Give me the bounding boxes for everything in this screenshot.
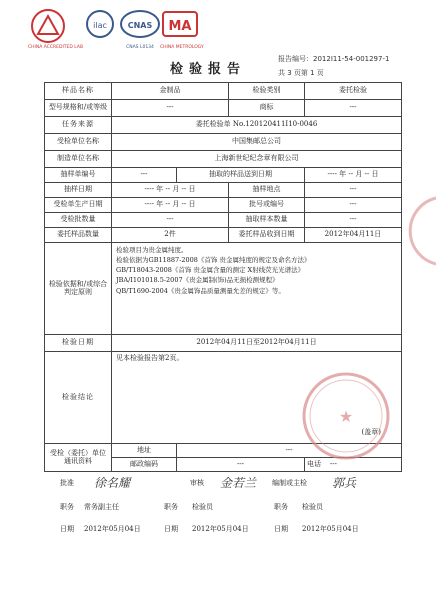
model-label: 型号规格和/或等级 xyxy=(45,100,112,117)
phone-label: 电话 xyxy=(307,459,321,468)
prod-date-label: 受检单生产日期 xyxy=(45,198,112,213)
maker-label: 制造单位名称 xyxy=(45,151,112,168)
entrust-qty-value: 2件 xyxy=(112,228,229,243)
sample-arrive-value: ---- 年 -- 月 -- 日 xyxy=(305,168,402,183)
approve-date-label: 日期 xyxy=(60,525,74,533)
signature-row xyxy=(44,474,401,494)
approve-title-label: 职务 xyxy=(60,503,74,511)
received-date-label: 委托样品收到日期 xyxy=(229,228,305,243)
task-source-value: 委托检验单 No.120120411I10-0046 xyxy=(112,117,402,134)
approve-title-value: 常务副主任 xyxy=(84,503,119,511)
table-row xyxy=(45,100,402,117)
cal-logo: CHINA ACCREDITED LAB xyxy=(28,8,83,54)
basis-line: JBA/I101018.5-2007《贵金属制(饰)品无损检测规程》 xyxy=(116,276,279,285)
official-seal-stamp xyxy=(300,370,392,466)
contact-label: 受检（委托）单位通讯资料 xyxy=(45,444,112,472)
svg-text:CNAS: CNAS xyxy=(127,21,153,30)
test-date-value: 2012年04月11日至2012年04月11日 xyxy=(112,335,402,352)
table-row xyxy=(45,228,402,243)
sample-place-value: --- xyxy=(305,183,402,198)
phone-value: --- xyxy=(329,459,338,468)
svg-text:★: ★ xyxy=(338,407,354,426)
review-signature: 金若兰 xyxy=(220,476,257,490)
table-row xyxy=(45,183,402,198)
page-info: 共 3 页第 1 页 xyxy=(278,69,324,77)
address-label: 地址 xyxy=(112,444,177,458)
author-signature: 郭兵 xyxy=(332,476,357,490)
review-date-label: 日期 xyxy=(164,525,178,533)
ilac-mra-logo xyxy=(82,8,118,54)
sample-date-value: ---- 年 -- 月 -- 日 xyxy=(112,183,229,198)
seal-text: (盖章) xyxy=(361,428,381,437)
review-title-value: 检验员 xyxy=(192,503,213,511)
brand-value: --- xyxy=(305,100,402,117)
test-date-label: 检验日期 xyxy=(45,335,112,352)
sample-no-label: 抽样单编号 xyxy=(45,168,112,183)
review-label: 审核 xyxy=(190,479,204,487)
batch-qty-label: 受检批数量 xyxy=(45,213,112,228)
test-type-value: 委托检验 xyxy=(305,83,402,100)
sample-qty-label: 抽取样本数量 xyxy=(229,213,305,228)
test-type-label: 检验类别 xyxy=(229,83,305,100)
client-label: 受检单位名称 xyxy=(45,134,112,151)
cnas-logo: CNAS CNAS L0134 xyxy=(118,8,162,54)
author-label: 编制或主检 xyxy=(272,479,307,487)
sample-name-value: 金制品 xyxy=(112,83,229,100)
table-row xyxy=(45,335,402,352)
received-date-value: 2012年04月11日 xyxy=(305,228,402,243)
basis-line: QB/T1690-2004《贵金属饰品质量测量允差的规定》等。 xyxy=(116,286,285,295)
author-date-value: 2012年05月04日 xyxy=(302,525,359,533)
model-value: --- xyxy=(112,100,229,117)
basis-line: 检验项目为贵金属纯度。 xyxy=(116,246,188,254)
batch-label: 批号或编号 xyxy=(229,198,305,213)
sample-qty-value: --- xyxy=(305,213,402,228)
review-date-value: 2012年05月04日 xyxy=(192,525,249,533)
basis-line: 检验依据为GB11887-2008《首饰 贵金属纯度的规定及命名方法》 xyxy=(116,256,311,265)
postcode-value: --- xyxy=(177,458,305,472)
client-value: 中国集邮总公司 xyxy=(112,134,402,151)
author-date-label: 日期 xyxy=(274,525,288,533)
ma-logo: MA CHINA METROLOGY xyxy=(160,8,204,54)
conclusion-text: 见本检验报告第2页。 xyxy=(116,354,184,362)
approve-signature: 徐名耀 xyxy=(94,476,131,490)
edge-seal-stamp xyxy=(396,196,436,270)
sample-place-label: 抽样地点 xyxy=(229,183,305,198)
batch-qty-value: --- xyxy=(112,213,229,228)
author-title-label: 职务 xyxy=(274,503,288,511)
review-title-label: 职务 xyxy=(164,503,178,511)
basis-line: GB/T18043-2008《首饰 贵金属含量的测定 X射线荧光光谱法》 xyxy=(116,266,305,275)
entrust-qty-label: 委托样品数量 xyxy=(45,228,112,243)
task-source-label: 任务来源 xyxy=(45,117,112,134)
sample-arrive-label: 抽取的样品送到日期 xyxy=(177,168,305,183)
sample-name-label: 样品名称 xyxy=(45,83,112,100)
report-title: 检验报告 xyxy=(170,62,247,77)
sample-date-label: 抽样日期 xyxy=(45,183,112,198)
svg-text:MA: MA xyxy=(168,19,192,34)
maker-value: 上海新世纪纪念章有限公司 xyxy=(112,151,402,168)
prod-date-value: ---- 年 -- 月 -- 日 xyxy=(112,198,229,213)
approve-date-value: 2012年05月04日 xyxy=(84,525,141,533)
table-row xyxy=(45,117,402,134)
conclusion-label: 检验结论 xyxy=(45,352,112,444)
batch-value: --- xyxy=(305,198,402,213)
basis-content xyxy=(112,243,402,335)
table-row xyxy=(45,213,402,228)
table-row xyxy=(45,83,402,100)
address-value: --- xyxy=(177,444,402,458)
date-row xyxy=(44,524,401,538)
brand-label: 商标 xyxy=(229,100,305,117)
approve-label: 批准 xyxy=(60,479,74,487)
table-row xyxy=(45,134,402,151)
sample-no-value: --- xyxy=(112,168,177,183)
postcode-label: 邮政编码 xyxy=(112,458,177,472)
report-number: 报告编号：2012I11-54-001297-1 xyxy=(278,55,390,63)
author-title-value: 检验员 xyxy=(302,503,323,511)
table-row xyxy=(45,151,402,168)
svg-text:ilac: ilac xyxy=(93,21,107,30)
basis-label: 检验依据和/或综合判定原则 xyxy=(45,243,112,335)
title-row xyxy=(44,502,401,516)
table-row xyxy=(45,243,402,335)
table-row xyxy=(45,198,402,213)
table-row xyxy=(45,168,402,183)
